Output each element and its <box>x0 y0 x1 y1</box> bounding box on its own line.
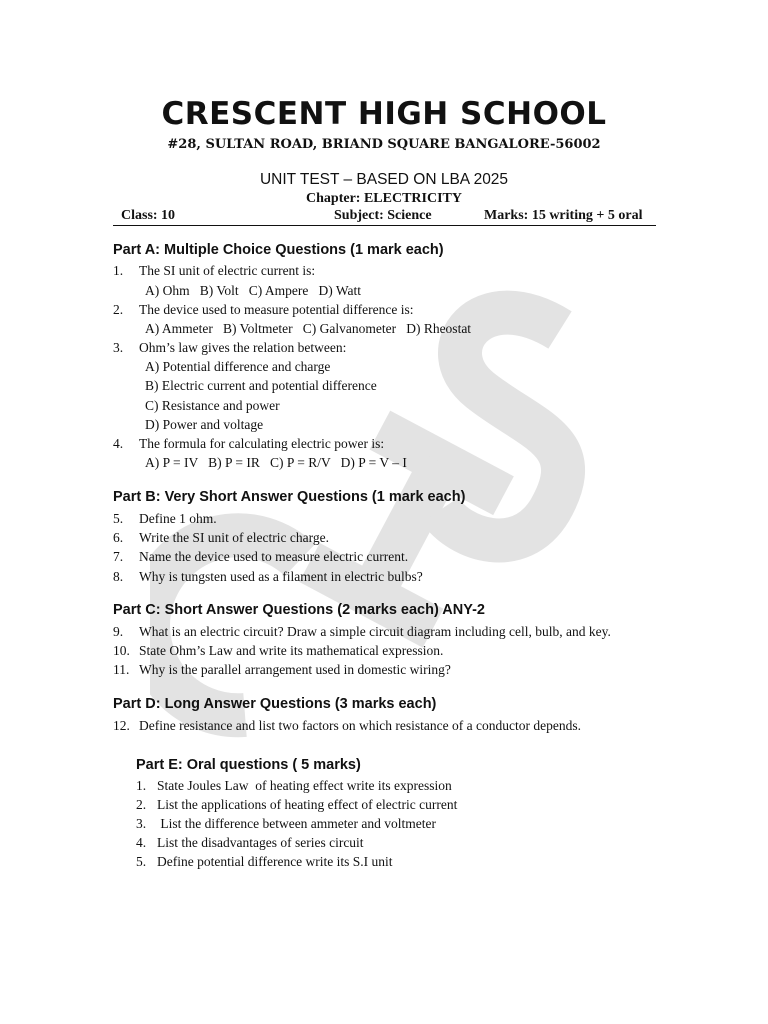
question-text: List the difference between ammeter and voltmeter <box>157 816 437 831</box>
question-text: The formula for calculating electric power is: <box>139 436 385 451</box>
question-number: 1. <box>136 778 147 793</box>
question-number: 3. <box>136 816 147 831</box>
question-number: 11. <box>113 662 130 677</box>
question-text: List the applications of heating effect of electric current <box>157 797 458 812</box>
question-number: 1. <box>113 263 124 278</box>
question-number: 7. <box>113 549 124 564</box>
question-option: D) Power and voltage <box>145 417 264 432</box>
class-label: Class: 10 <box>121 208 176 223</box>
question-text: Write the SI unit of electric charge. <box>139 530 330 545</box>
marks-label: Marks: 15 writing + 5 oral <box>484 208 643 223</box>
question-text: Define potential difference write its S.I unit <box>157 854 393 869</box>
question-number: 2. <box>113 302 124 317</box>
question-text: Name the device used to measure electric current. <box>139 549 409 564</box>
question-number: 5. <box>113 511 124 526</box>
question-text: Define 1 ohm. <box>139 511 217 526</box>
question-number: 4. <box>136 835 147 850</box>
question-options: A) Ohm B) Volt C) Ampere D) Watt <box>145 283 362 298</box>
question-number: 8. <box>113 569 124 584</box>
question-options: A) P = IV B) P = IR C) P = R/V D) P = V – I <box>145 455 407 470</box>
question-option: B) Electric current and potential difference <box>145 378 377 393</box>
question-text: List the disadvantages of series circuit <box>157 835 364 850</box>
question-number: 9. <box>113 624 124 639</box>
question-text: Define resistance and list two factors on which resistance of a conductor depends. <box>139 718 581 733</box>
part-b-heading: Part B: Very Short Answer Questions (1 mark each) <box>113 489 466 505</box>
part-c-heading: Part C: Short Answer Questions (2 marks each) ANY-2 <box>113 602 486 618</box>
question-number: 4. <box>113 436 124 451</box>
question-number: 6. <box>113 530 124 545</box>
school-name: CRESCENT HIGH SCHOOL <box>161 96 607 132</box>
part-a-heading: Part A: Multiple Choice Questions (1 mark each) <box>113 242 444 258</box>
question-options: A) Ammeter B) Voltmeter C) Galvanometer D) Rheostat <box>145 321 472 336</box>
part-e-heading: Part E: Oral questions ( 5 marks) <box>136 757 361 773</box>
question-number: 10. <box>113 643 130 658</box>
school-address: #28, SULTAN ROAD, BRIAND SQUARE BANGALORE-56002 <box>167 137 601 152</box>
question-text: The device used to measure potential difference is: <box>139 302 414 317</box>
question-text: Ohm’s law gives the relation between: <box>139 340 347 355</box>
question-number: 12. <box>113 718 130 733</box>
question-option: C) Resistance and power <box>145 398 280 413</box>
question-text: Why is tungsten used as a filament in electric bulbs? <box>139 569 423 584</box>
question-number: 5. <box>136 854 147 869</box>
question-text: Why is the parallel arrangement used in domestic wiring? <box>139 662 451 677</box>
chapter-line: Chapter: ELECTRICITY <box>306 191 462 206</box>
question-number: 3. <box>113 340 124 355</box>
question-text: The SI unit of electric current is: <box>139 263 316 278</box>
question-text: State Joules Law of heating effect write its expression <box>157 778 452 793</box>
question-text: What is an electric circuit? Draw a simple circuit diagram including cell, bulb, and key. <box>139 624 611 639</box>
question-text: State Ohm’s Law and write its mathematical expression. <box>139 643 444 658</box>
info-line <box>113 207 656 226</box>
question-number: 2. <box>136 797 147 812</box>
subject-label: Subject: Science <box>334 208 432 223</box>
test-title: UNIT TEST – BASED ON LBA 2025 <box>259 171 509 188</box>
part-d-heading: Part D: Long Answer Questions (3 marks each) <box>113 696 437 712</box>
question-option: A) Potential difference and charge <box>145 359 331 374</box>
